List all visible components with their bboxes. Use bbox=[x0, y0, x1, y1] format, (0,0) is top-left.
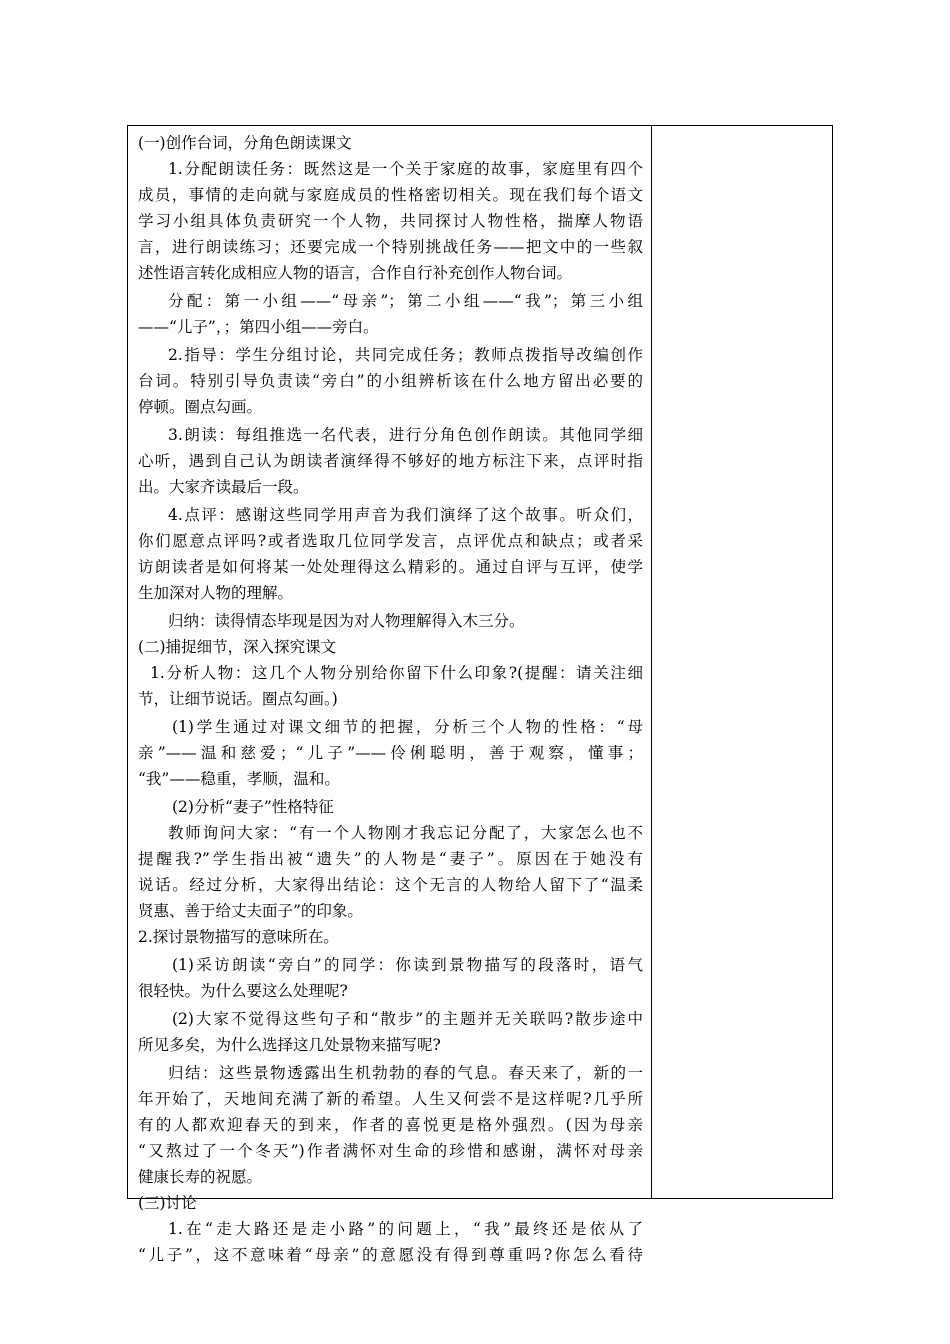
text-line: 很轻快。为什么要这么处理呢? bbox=[138, 982, 348, 1000]
text-line: 提醒我?”学生指出被“遗失”的人物是“妻子”。原因在于她没有 bbox=[138, 850, 643, 868]
text-line: “我”——稳重，孝顺，温和。 bbox=[138, 770, 340, 788]
text-line: 年开始了，天地间充满了新的希望。人生又何尝不是这样呢?几乎所 bbox=[138, 1090, 643, 1108]
text-line: 归纳：读得情态毕现是因为对人物理解得入木三分。 bbox=[168, 612, 525, 630]
text-line: 1.在“走大路还是走小路”的问题上，“我”最终还是依从了 bbox=[168, 1220, 643, 1238]
text-line: 教师询问大家：“有一个人物刚才我忘记分配了，大家怎么也不 bbox=[168, 824, 643, 842]
text-line: ——“儿子”，；第四小组——旁白。 bbox=[138, 318, 379, 336]
text-line: 分配：第一小组——“母亲”；第二小组——“我”；第三小组 bbox=[168, 292, 643, 310]
text-line: 停顿。圈点勾画。 bbox=[138, 398, 263, 416]
text-line: (三)讨论 bbox=[138, 1194, 197, 1212]
text-line: 言，进行朗读练习；还要完成一个特别挑战任务——把文中的一些叙 bbox=[138, 238, 643, 256]
text-line: (一)创作台词，分角色朗读课文 bbox=[138, 134, 352, 152]
text-line: 心听，遇到自己认为朗读者演绎得不够好的地方标注下来，点评时指 bbox=[138, 452, 643, 470]
text-line: 有的人都欢迎春天的到来，作者的喜悦更是格外强烈。(因为母亲 bbox=[138, 1116, 643, 1134]
lesson-content-cell bbox=[128, 126, 652, 1264]
text-line: 你们愿意点评吗?或者选取几位同学发言，点评优点和缺点；或者采 bbox=[138, 532, 643, 550]
text-line: (2)分析“妻子”性格特征 bbox=[172, 798, 334, 816]
text-line: 贤惠、善于给丈夫面子”的印象。 bbox=[138, 902, 363, 920]
text-line: 说话。经过分析，大家得出结论：这个无言的人物给人留下了“温柔 bbox=[138, 876, 643, 894]
text-line: “儿子”，这不意味着“母亲”的意愿没有得到尊重吗?你怎么看待 bbox=[138, 1246, 643, 1264]
text-line: 学习小组具体负责研究一个人物，共同探讨人物性格，揣摩人物语 bbox=[138, 212, 643, 230]
text-line: 1.分配朗读任务：既然这是一个关于家庭的故事，家庭里有四个 bbox=[168, 160, 643, 178]
text-line: “又熬过了一个冬天”)作者满怀对生命的珍惜和感谢，满怀对母亲 bbox=[138, 1142, 643, 1160]
text-line: 亲”——温和慈爱；“儿子”——伶俐聪明，善于观察，懂事； bbox=[138, 744, 643, 762]
notes-cell bbox=[652, 126, 832, 1198]
text-line: 生加深对人物的理解。 bbox=[138, 584, 294, 602]
text-line: 台词。特别引导负责读“旁白”的小组辨析该在什么地方留出必要的 bbox=[138, 372, 643, 390]
document-table bbox=[127, 125, 833, 1264]
text-line: (二)捕捉细节，深入探究课文 bbox=[138, 638, 337, 656]
text-line: 4.点评：感谢这些同学用声音为我们演绎了这个故事。听众们， bbox=[168, 506, 643, 524]
text-line: 节，让细节说话。圈点勾画。) bbox=[138, 690, 338, 708]
text-line: 2.指导：学生分组讨论，共同完成任务；教师点拨指导改编创作 bbox=[168, 346, 643, 364]
text-line: 3.朗读：每组推选一名代表，进行分角色创作朗读。其他同学细 bbox=[168, 426, 643, 444]
text-line: (2)大家不觉得这些句子和“散步”的主题并无关联吗?散步途中 bbox=[172, 1010, 643, 1028]
text-line: 健康长寿的祝愿。 bbox=[138, 1168, 263, 1186]
text-line: 2.探讨景物描写的意味所在。 bbox=[138, 928, 339, 946]
text-line: 出。大家齐读最后一段。 bbox=[138, 478, 309, 496]
text-line: 述性语言转化成相应人物的语言，合作自行补充创作人物台词。 bbox=[138, 264, 573, 282]
text-line: 所见多矣，为什么选择这几处景物来描写呢? bbox=[138, 1036, 441, 1054]
text-line: 1.分析人物：这几个人物分别给你留下什么印象?(提醒：请关注细 bbox=[150, 664, 643, 682]
text-line: 成员，事情的走向就与家庭成员的性格密切相关。现在我们每个语文 bbox=[138, 186, 643, 204]
text-line: 归结：这些景物透露出生机勃勃的春的气息。春天来了，新的一 bbox=[168, 1064, 643, 1082]
text-line: (1)采访朗读“旁白”的同学：你读到景物描写的段落时，语气 bbox=[172, 956, 643, 974]
text-line: 访朗读者是如何将某一处处理得这么精彩的。通过自评与互评，使学 bbox=[138, 558, 643, 576]
text-line: (1)学生通过对课文细节的把握，分析三个人物的性格：“母 bbox=[172, 718, 643, 736]
